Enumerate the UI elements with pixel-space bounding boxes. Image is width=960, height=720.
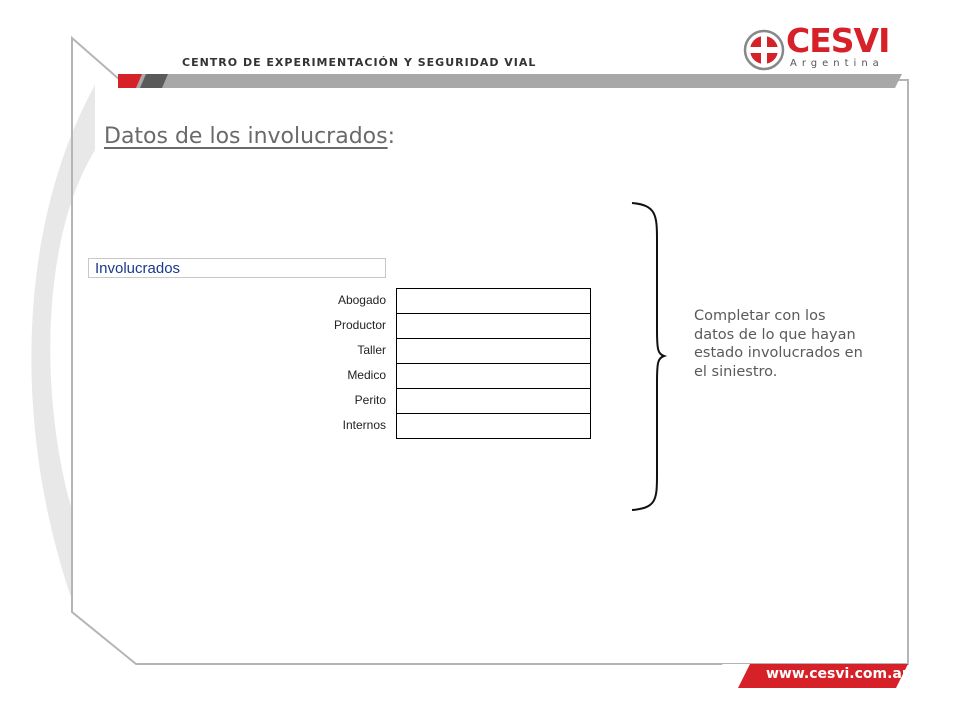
note-line: el siniestro. <box>694 363 778 380</box>
abogado-input[interactable] <box>396 288 591 314</box>
field-label-abogado: Abogado <box>337 293 386 307</box>
medico-input[interactable] <box>396 363 591 389</box>
form-row-medico <box>300 363 592 388</box>
decorative-arc <box>31 85 95 600</box>
field-label-internos: Internos <box>342 418 386 432</box>
logo-emblem-icon <box>742 28 786 72</box>
cesvi-logo <box>742 21 902 78</box>
taller-input[interactable] <box>396 338 591 364</box>
field-label-medico: Medico <box>347 368 386 382</box>
field-label-perito: Perito <box>354 393 386 407</box>
instruction-note <box>694 307 894 381</box>
organization-name: CENTRO DE EXPERIMENTACIÓN Y SEGURIDAD VIAL <box>182 56 537 69</box>
involucrados-section-header <box>88 258 386 278</box>
slide-title <box>104 124 395 149</box>
note-line: estado involucrados en <box>694 345 863 361</box>
form-row-internos <box>300 413 592 438</box>
field-label-productor: Productor <box>333 318 386 332</box>
form-row-taller <box>300 338 592 363</box>
internos-input[interactable] <box>396 413 591 439</box>
logo-text: CESVI <box>786 21 890 60</box>
form-row-productor <box>300 313 592 338</box>
field-label-taller: Taller <box>357 343 386 357</box>
productor-input[interactable] <box>396 313 591 339</box>
slide-title-main: Datos de los involucrados <box>104 124 388 149</box>
form-row-abogado <box>300 288 592 313</box>
website-url: www.cesvi.com.ar <box>766 666 909 682</box>
slide-title-colon: : <box>387 124 396 149</box>
section-title: Involucrados <box>95 260 181 277</box>
note-line: Completar con los <box>694 308 826 324</box>
form-row-perito <box>300 388 592 413</box>
perito-input[interactable] <box>396 388 591 414</box>
curly-brace <box>632 203 664 510</box>
logo-subtitle: Argentina <box>790 58 884 69</box>
note-line: datos de lo que hayan <box>694 326 856 343</box>
